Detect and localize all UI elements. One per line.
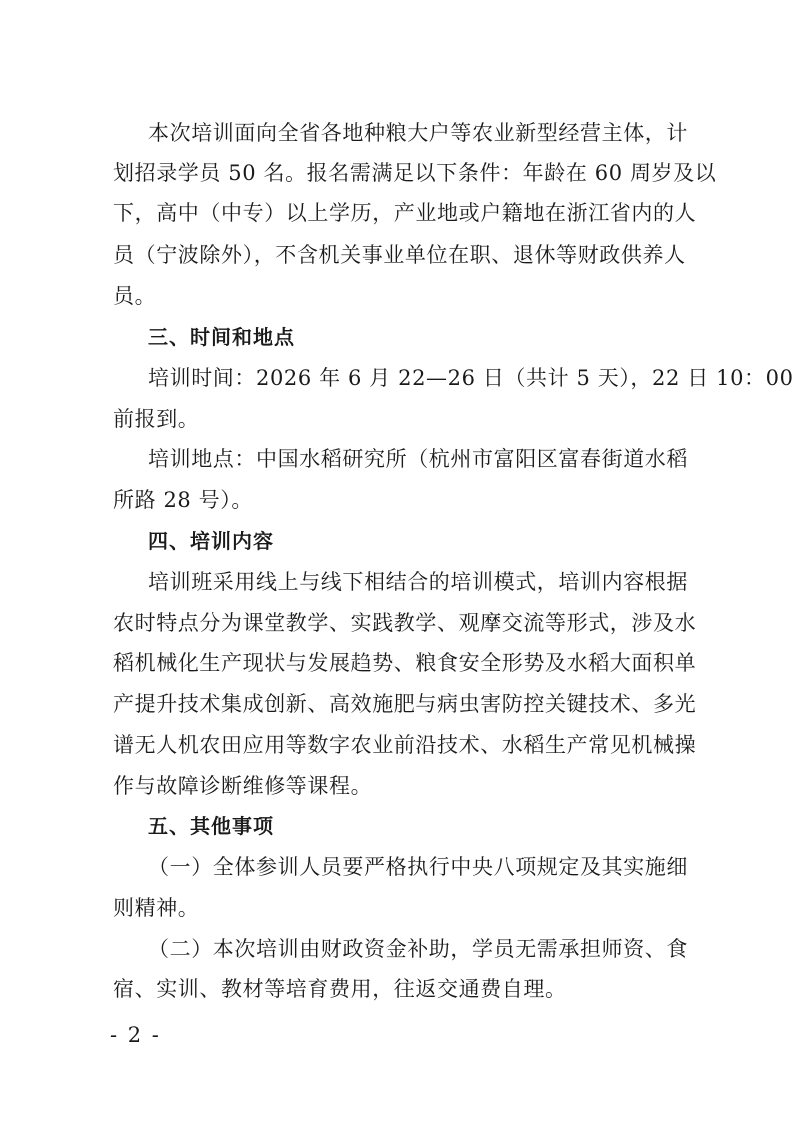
section3-heading: 三、时间和地点 bbox=[148, 325, 295, 349]
section2-line-3: 下，高中（中专）以上学历，产业地或户籍地在浙江省内的人 bbox=[113, 201, 697, 225]
section4-line-5: 谱无人机农田应用等数字农业前沿技术、水稻生产常见机械操 bbox=[113, 733, 697, 757]
training-place-line-2: 所路 28 号）。 bbox=[113, 488, 253, 512]
section2-line-5: 员。 bbox=[113, 284, 157, 308]
section5-heading: 五、其他事项 bbox=[148, 814, 274, 838]
section4-line-2: 农时特点分为课堂教学、实践教学、观摩交流等形式，涉及水 bbox=[113, 611, 697, 635]
section4-line-4: 产提升技术集成创新、高效施肥与病虫害防控关键技术、多光 bbox=[113, 692, 697, 716]
page-number: - 2 - bbox=[110, 1023, 161, 1047]
section5-item1-line-1: （一）全体参训人员要严格执行中央八项规定及其实施细 bbox=[148, 855, 688, 879]
section5-item1-line-2: 则精神。 bbox=[113, 896, 200, 920]
section4-line-1: 培训班采用线上与线下相结合的培训模式，培训内容根据 bbox=[148, 570, 688, 594]
training-time-line-1: 培训时间：2026 年 6 月 22—26 日（共计 5 天），22 日 10：00 bbox=[148, 366, 794, 390]
section2-line-1: 本次培训面向全省各地种粮大户等农业新型经营主体，计 bbox=[148, 121, 688, 145]
section2-line-4: 员（宁波除外），不含机关事业单位在职、退休等财政供养人 bbox=[113, 243, 686, 267]
section5-item2-line-1: （二）本次培训由财政资金补助，学员无需承担师资、食 bbox=[148, 937, 688, 961]
section2-line-2: 划招录学员 50 名。报名需满足以下条件：年龄在 60 周岁及以 bbox=[113, 161, 717, 185]
section4-line-3: 稻机械化生产现状与发展趋势、粮食安全形势及水稻大面积单 bbox=[113, 651, 697, 675]
section5-item2-line-2: 宿、实训、教材等培育费用，往返交通费自理。 bbox=[113, 977, 567, 1001]
section4-line-6: 作与故障诊断维修等课程。 bbox=[113, 774, 373, 798]
section4-heading: 四、培训内容 bbox=[148, 529, 274, 553]
training-place-line-1: 培训地点：中国水稻研究所（杭州市富阳区富春街道水稻 bbox=[148, 447, 688, 471]
training-time-line-2: 前报到。 bbox=[113, 407, 200, 431]
